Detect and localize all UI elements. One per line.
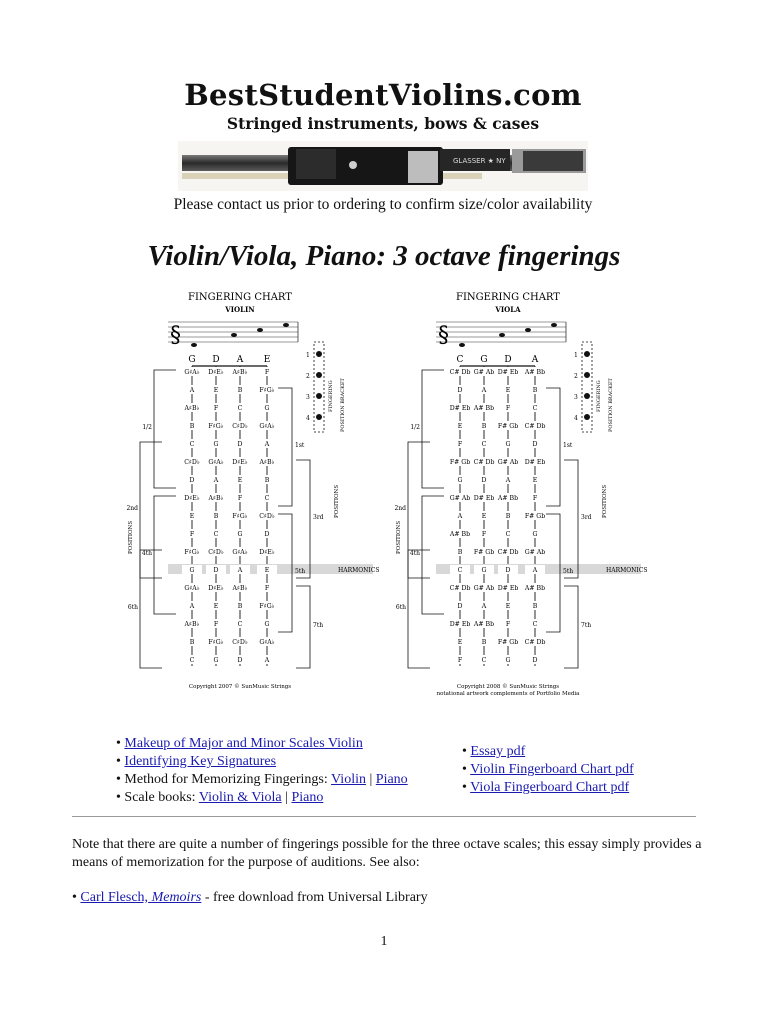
staff-note [525, 328, 531, 332]
chart-heading: FINGERING CHART [188, 292, 292, 303]
note-label: G [505, 657, 511, 664]
position-bracket [408, 550, 430, 668]
fingering-label: FINGERING [328, 380, 334, 412]
position-label: 7th [581, 622, 592, 629]
note-label: B [189, 423, 195, 430]
note-label: C [189, 441, 195, 448]
position-bracket [296, 586, 310, 668]
note-label: D# Eb [497, 585, 519, 592]
position-bracket [296, 460, 310, 578]
note-label: F [532, 495, 538, 502]
note-label: D♯E♭ [232, 459, 248, 466]
list-item: • Method for Memorizing Fingerings: Violin | Piano [116, 772, 408, 787]
position-label: 3rd [313, 514, 324, 521]
note-label: D♯E♭ [208, 369, 224, 376]
note-label: C# Db [473, 459, 495, 466]
position-label: 4th [409, 550, 420, 557]
note-label: C♯D♭ [232, 639, 248, 646]
position-label: 1st [563, 442, 573, 449]
link-list-left [116, 735, 408, 807]
note-label: C [481, 441, 487, 448]
note-label: C [264, 495, 270, 502]
note-label: A [264, 657, 270, 664]
position-label: 2nd [126, 505, 138, 512]
banner-ad [118, 78, 648, 218]
staff-note [499, 333, 505, 337]
note-label: D [481, 477, 487, 484]
memorizing-piano-link[interactable]: Piano [375, 772, 408, 787]
chart-copyright: Copyright 2007 © SunMusic Strings [188, 684, 292, 690]
finger-dot [316, 414, 322, 420]
scale-books-piano-link[interactable]: Piano [291, 790, 324, 805]
note-label: B [481, 423, 487, 430]
note-label: E [505, 603, 511, 610]
note-label: C# Db [524, 423, 546, 430]
key-signatures-link[interactable]: Identifying Key Signatures [124, 754, 277, 769]
position-label: 2nd [394, 505, 406, 512]
note-label: E [505, 387, 511, 394]
position-bracket [140, 550, 162, 668]
note-label: E [457, 639, 463, 646]
note-label: A [189, 603, 195, 610]
finger-dot [584, 393, 590, 399]
note-label: D♯E♭ [208, 585, 224, 592]
harmonics-label: HARMONICS [338, 567, 380, 574]
finger-dot [584, 372, 590, 378]
note-label: F [264, 369, 270, 376]
note-label: C# Db [497, 549, 519, 556]
note-label: F♯G♭ [208, 423, 224, 430]
note-label: D [532, 441, 538, 448]
note-label: D [457, 387, 463, 394]
note-label: D [457, 603, 463, 610]
note-label: F [189, 531, 195, 538]
string-label: A [531, 355, 539, 365]
position-label: 1st [295, 442, 305, 449]
list-item: • Essay pdf [462, 744, 526, 759]
finger-dot [316, 372, 322, 378]
note-label: F [264, 585, 270, 592]
note-label: A♯B♭ [259, 459, 275, 466]
note-label: C [237, 621, 243, 628]
note-label: D♯E♭ [184, 495, 200, 502]
note-label: D [189, 477, 195, 484]
position-bracket [546, 388, 560, 506]
note-label: C♯D♭ [208, 549, 224, 556]
note-label: F [457, 657, 463, 664]
note-label: F [213, 621, 219, 628]
violin-fingering-chart [110, 282, 400, 714]
positions-label-right: POSITIONS [602, 484, 608, 518]
position-bracket [278, 388, 292, 506]
bow-stamp: GLASSER ★ NY [453, 157, 506, 165]
note-label: E [481, 513, 487, 520]
staff-note [283, 323, 289, 327]
note-label: B [264, 477, 270, 484]
string-label: D [212, 355, 220, 365]
note-label: G# Ab [473, 369, 495, 376]
note-label: C [189, 657, 195, 664]
note-label: A [505, 477, 511, 484]
list-item: • Violin Fingerboard Chart pdf [462, 762, 634, 777]
string-label: E [263, 355, 271, 365]
staff-note [459, 343, 465, 347]
note-label: D [532, 657, 538, 664]
positions-label-left: POSITIONS [396, 520, 402, 554]
note-label: F♯G♭ [184, 549, 200, 556]
finger-number: 2 [574, 373, 578, 380]
finger-number: 4 [306, 415, 310, 422]
string-label: G [480, 355, 488, 365]
list-item: • Viola Fingerboard Chart pdf [462, 780, 630, 795]
finger-number: 1 [574, 352, 578, 359]
note-label: A [481, 387, 487, 394]
note-label: B [532, 387, 538, 394]
note-label: E [213, 387, 219, 394]
finger-dot [316, 351, 322, 357]
note-label: G♯A♭ [184, 369, 200, 376]
page-number: 1 [380, 934, 388, 949]
string-label: D [504, 355, 512, 365]
divider [72, 816, 696, 817]
note-label: F♯G♭ [259, 387, 275, 394]
string-label: G [188, 355, 196, 365]
string-label: C [456, 355, 464, 365]
positions-label-right: POSITIONS [334, 484, 340, 518]
finger-number: 1 [306, 352, 310, 359]
note-label: F# Gb [449, 459, 471, 466]
note-label: D [237, 657, 243, 664]
viola-fingering-chart [378, 282, 668, 714]
note-label: A [264, 441, 270, 448]
note-label: B [457, 549, 463, 556]
note-label: A [213, 477, 219, 484]
fingering-label: FINGERING [596, 380, 602, 412]
note-label: D# Eb [449, 621, 471, 628]
note-label: F# Gb [497, 639, 519, 646]
note-label: B [237, 603, 243, 610]
note-label: C♯D♭ [184, 459, 200, 466]
note-label: G♯A♭ [184, 585, 200, 592]
note-label: A# Bb [449, 531, 471, 538]
note-label: C# Db [449, 369, 471, 376]
finger-dot [316, 393, 322, 399]
note-label: E [532, 477, 538, 484]
violin-bow-image [178, 133, 588, 193]
violin-fingerboard-pdf-link[interactable]: Violin Fingerboard Chart pdf [470, 762, 634, 777]
note-label: G [237, 531, 243, 538]
note-label: A# Bb [524, 585, 546, 592]
position-bracket [140, 442, 162, 578]
note-label: D# Eb [449, 405, 471, 412]
note-label: G [457, 477, 463, 484]
note-label: G# Ab [473, 585, 495, 592]
position-label: 7th [313, 622, 324, 629]
note-label: G [189, 567, 195, 574]
viola-fingerboard-pdf-link[interactable]: Viola Fingerboard Chart pdf [470, 780, 630, 795]
note-label: F# Gb [524, 513, 546, 520]
note-label: F [237, 495, 243, 502]
position-bracket [564, 586, 578, 668]
note-label: G [481, 567, 487, 574]
note-label: C [457, 567, 463, 574]
chart-heading: FINGERING CHART [456, 292, 560, 303]
scale-books-violin-viola-link[interactable]: Violin & Viola [198, 790, 282, 805]
note-label: D# Eb [473, 495, 495, 502]
note-label: G# Ab [524, 549, 546, 556]
note-label: E [213, 603, 219, 610]
list-item: • Makeup of Major and Minor Scales Violin [116, 736, 363, 751]
note-label: F [213, 405, 219, 412]
note-label: A [189, 387, 195, 394]
position-label: 3rd [581, 514, 592, 521]
clef-icon: § [170, 323, 181, 348]
viola-chart-svg [378, 282, 668, 714]
position-label: 5th [563, 568, 574, 575]
note-label: A# Bb [497, 495, 519, 502]
note-label: G♯A♭ [259, 423, 275, 430]
scale-books-label: Scale books: [124, 790, 196, 805]
finger-dot [584, 351, 590, 357]
list-item: • Identifying Key Signatures [116, 754, 277, 769]
finger-dot [584, 414, 590, 420]
note-label: E [264, 567, 270, 574]
note-paragraph: Note that there are quite a number of fingerings possible for the three octave scales; this essay simply provides a means of memorization for the purpose of auditions. See also: [72, 837, 702, 870]
note-label: D# Eb [497, 369, 519, 376]
note-label: C [505, 531, 511, 538]
note-label: G♯A♭ [259, 639, 275, 646]
note-label: C♯D♭ [259, 513, 275, 520]
note-label: A# Bb [473, 405, 495, 412]
note-label: G [264, 405, 270, 412]
scales-makeup-link[interactable]: Makeup of Major and Minor Scales Violin [124, 736, 363, 751]
position-bracket [564, 460, 578, 578]
note-label: D [264, 531, 270, 538]
note-label: B [505, 513, 511, 520]
note-label: G♯A♭ [232, 549, 248, 556]
note-label: A [237, 567, 243, 574]
chart-copyright: Copyright 2008 © SunMusic Strings [456, 684, 560, 690]
note-label: G# Ab [497, 459, 519, 466]
finger-number: 4 [574, 415, 578, 422]
note-label: A [457, 513, 463, 520]
note-label: F [505, 405, 511, 412]
note-label: B [213, 513, 219, 520]
site-name: BestStudentViolins.com [184, 78, 582, 112]
note-label: E [237, 477, 243, 484]
note-label: C# Db [449, 585, 471, 592]
staff-note [257, 328, 263, 332]
note-label: F# Gb [473, 549, 495, 556]
positions-label-left: POSITIONS [128, 520, 134, 554]
staff-note [231, 333, 237, 337]
site-tagline: Stringed instruments, bows & cases [226, 114, 540, 133]
note-label: C [213, 531, 219, 538]
position-bracket [154, 370, 176, 488]
note-label: C♯D♭ [232, 423, 248, 430]
note-label: A♯B♭ [232, 585, 248, 592]
finger-number: 3 [574, 394, 578, 401]
carl-flesch-memoirs-link[interactable]: Carl Flesch, Memoirs [80, 890, 202, 905]
note-label: D [213, 567, 219, 574]
note-label: A♯B♭ [184, 405, 200, 412]
note-label: F [505, 621, 511, 628]
note-label: C# Db [524, 639, 546, 646]
note-label: G [264, 621, 270, 628]
note-label: A♯B♭ [208, 495, 224, 502]
finger-number: 3 [306, 394, 310, 401]
position-bracket-label: POSITION BRACKET [340, 378, 346, 432]
position-label: 1/2 [142, 424, 152, 431]
note-label: A [481, 603, 487, 610]
reference-item: • Carl Flesch, Memoirs - free download from Universal Library [72, 890, 428, 905]
note-label: F♯G♭ [232, 513, 248, 520]
list-item: • Scale books: Violin & Viola | Piano [116, 790, 324, 805]
note-label: F# Gb [497, 423, 519, 430]
note-label: A♯B♭ [184, 621, 200, 628]
memorizing-violin-link[interactable]: Violin [331, 772, 366, 787]
string-label: A [236, 355, 244, 365]
note-label: G [213, 441, 219, 448]
note-label: C [532, 405, 538, 412]
position-label: 1/2 [410, 424, 420, 431]
link-list-right [462, 743, 634, 797]
memorizing-label: Method for Memorizing Fingerings: [124, 772, 328, 787]
note-label: F [457, 441, 463, 448]
note-label: F♯G♭ [208, 639, 224, 646]
note-label: A# Bb [473, 621, 495, 628]
position-bracket [422, 370, 444, 488]
chart-instrument: VIOLIN [225, 305, 255, 314]
availability-notice: Please contact us prior to ordering to confirm size/color availability [173, 196, 593, 213]
note-label: G# Ab [449, 495, 471, 502]
clef-icon: § [438, 323, 449, 348]
harmonics-label: HARMONICS [606, 567, 648, 574]
note-label: B [481, 639, 487, 646]
note-label: A♯B♭ [232, 369, 248, 376]
note-label: E [189, 513, 195, 520]
note-label: C [532, 621, 538, 628]
staff-note [191, 343, 197, 347]
note-label: D# Eb [524, 459, 546, 466]
note-label: A# Bb [524, 369, 546, 376]
position-bracket [422, 496, 444, 614]
staff-note [551, 323, 557, 327]
position-bracket-label: POSITION BRACKET [608, 378, 614, 432]
note-label: E [457, 423, 463, 430]
note-label: B [237, 387, 243, 394]
note-label: C [481, 657, 487, 664]
note-label: A [532, 567, 538, 574]
note-label: G [213, 657, 219, 664]
note-label: B [189, 639, 195, 646]
note-label: D♯E♭ [259, 549, 275, 556]
note-label: B [532, 603, 538, 610]
position-bracket [408, 442, 430, 578]
reference-suffix: - free download from Universal Library [201, 890, 428, 905]
note-label: G [505, 441, 511, 448]
finger-number: 2 [306, 373, 310, 380]
note-label: F♯G♭ [259, 603, 275, 610]
page-title: Violin/Viola, Piano: 3 octave fingerings [147, 240, 621, 272]
position-label: 4th [141, 550, 152, 557]
chart-credit: notational artwork complements of Portfolio Media [436, 691, 580, 697]
position-bracket [154, 496, 176, 614]
note-label: C [237, 405, 243, 412]
essay-pdf-link[interactable]: Essay pdf [470, 744, 526, 759]
note-label: D [237, 441, 243, 448]
note-label: G♯A♭ [208, 459, 224, 466]
position-label: 6th [395, 604, 406, 611]
note-label: G [532, 531, 538, 538]
note-label: D [505, 567, 511, 574]
position-label: 5th [295, 568, 306, 575]
violin-chart-svg [110, 282, 400, 714]
chart-instrument: VIOLA [495, 305, 521, 314]
position-label: 6th [127, 604, 138, 611]
note-label: F [481, 531, 487, 538]
